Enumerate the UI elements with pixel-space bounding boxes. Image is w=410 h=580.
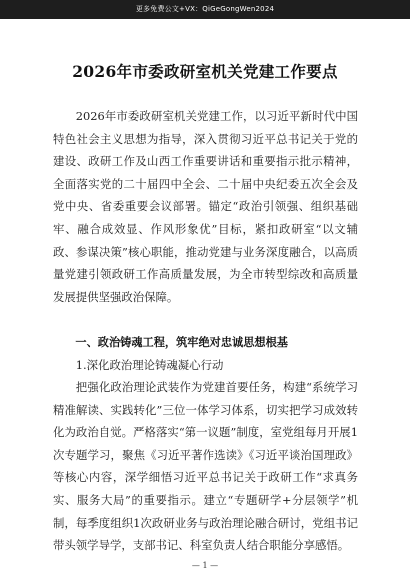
intro-paragraph: 2026年市委政研室机关党建工作，以习近平新时代中国特色社会主义思想为指导，深入贯彻习近平总书记关于党的建设、政研工作及山西工作重要讲话和重要指示批示精神，全面落实党的二十届四中全会、二十届中央纪委五次全会及党中央、省委重要会议部署。锚定“政治引领强、组织基础牢、融合成效显、作风形象优”目标，紧扣政研室“以文辅政、参谋决策”核心职能，推动党建与业务深度融合，以高质量党建引领政研工作高质量发展，为全市转型综改和高质量发展提供坚强政治保障。 (53, 109, 358, 304)
subsection-heading: 1.深化政治理论铸魂凝心行动 (75, 358, 224, 372)
section-heading: 一、政治铸魂工程，筑牢绝对忠诚思想根基 (75, 336, 288, 349)
top-banner (0, 0, 410, 19)
subsection-paragraph: 把强化政治理论武装作为党建首要任务，构建“系统学习精准解读、实践转化”三位一体学习体系，切实把学习成效转化为政治自觉。严格落实“第一议题”制度，室党组每月开展1次专题学习，聚焦《习近平著作选读》《习近平谈治国理政》等核心内容，深学细悟习近平总书记关于政研工作“求真务实、服务大局”的重要指示。建立“专题研学+分层领学”机制，每季度组织1次政研业务与政治理论融合研讨，党组书记带头领学导学，支部书记、科室负责人结合职能分享感悟。 (53, 380, 358, 553)
banner-text: 更多免费公文+VX：QiGeGongWen2024 (135, 5, 275, 13)
document-title: 2026年市委政研室机关党建工作要点 (72, 62, 338, 81)
page-number: — 1 — (191, 561, 219, 570)
